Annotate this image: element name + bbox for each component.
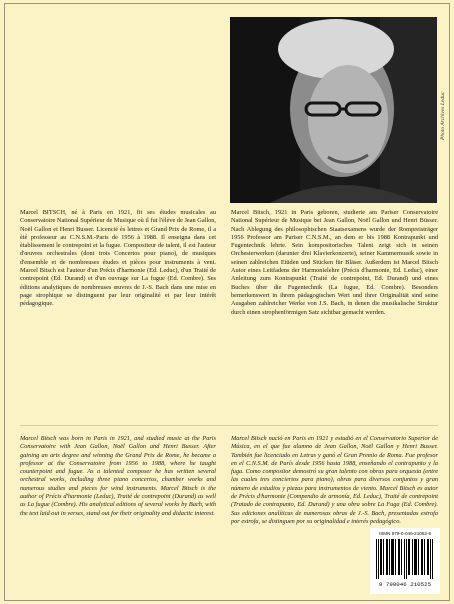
biography-german: Marcel Bitsch, 1921 in Paris geboren, studierte am Pariser Conservatoire National Supérieur de Musique bei Jean Gallon, Noël Gallon und Henri Büsser. Nach Ablegung des philosophischen Staatsexamens wurde der Rompreisträger 1956 Professor am Pariser C.N.S.M., an dem er bis 1988 Kontrapunkt und Fugentechnik lehrte. Sein kompositorisches Talent zeigt sich in seinen Orchesterwerken (darunter drei Klavierkonzerte), seiner Kammermusik sowie in seinen zahlreichen Etüden und Stücken für Bläser. Außerdem ist Marcel Bitsch Autor eines Leitfadens der Harmonielehre (Précis d'harmonie, Ed. Leduc), einer Anleitung zum Kontrapunkt (Traité de contrepoint, Ed. Durand) und eines Buches über die Fugentechnik (La fugue, Ed. Combre). Besonders bemerkenswert in ihrem pädagogischen Wert und ihrer Originalität sind seine Ausgaben zahlreicher Werke von J.S. Bach, in denen die musikalische Struktur durch einen strophenförmigen Satz sichtbar gemacht werden.	[231, 209, 438, 316]
photo-credit: Photo Archives Leduc	[440, 91, 446, 140]
barcode-number: 9 790046 210525	[378, 581, 432, 588]
barcode-icon	[375, 539, 435, 579]
biography-spanish: Marcel Bitsch nació en Paris en 1921 y estudió en el Conservatorio Superior de Música, en el que fue alumno de Jean Gallon, Noël Gallon y Henri Busser. También fue licenciado en Letras y ganó el Gran Premio de Roma. Fue profesor en el C.N.S.M. de París desde 1956 hasta 1988, enseñando el contrapunto y la fuga. Como compositor demostró su gran talento con obras para orquesta (entre las cuales tres conciertos para piano), obras para diversos conjuntos y gran número de estudios y piezas para instrumentos de viento. Marcel Bitsch es autor de Précis d'harmonie (Compendio de armonía, Ed. Leduc), Traité de contrepoint (Tratado de contrapunto, Ed. Durand) y una obra sobre La Fuga (Ed. Combre). Sus ediciones analíticas de numerosas obras de J.-S. Bach, presentadas estrofa por estrofa, se distinguen por su originalidad e interés pedagógico.	[231, 435, 438, 525]
portrait-photo	[230, 17, 437, 203]
isbn-text: ISMN 979-0-046-21052-5	[378, 531, 432, 536]
biography-english: Marcel Bitsch was born in Paris in 1921, and studied music at the Paris Conservatoire with Jean Gallon, Noël Gallon and Henri Busser. After gaining an arts degree and winning the Grand Prix de Rome, he became a professor at the Conservatoire from 1956 to 1988, where he taught counterpoint and fugue. As a talented composer he has written several orchestral works, including three piano concertos, chamber works and numerous studies and pieces for wind instruments. Marcel Bitsch is the author of Précis d'harmonie (Leduc), Traité de contrepoint (Durand) as well as La fugue (Combre). His analytical editions of several works by Bach, with the text laid out in verses, stand out for their originality and didactic interest.	[20, 435, 216, 517]
biography-french: Marcel BITSCH, né à Paris en 1921, fit ses études musicales au Conservatoire National Supérieur de Musique où il fut l'élève de Jean Gallon, Noël Gallon et Henri Busser. Licencié ès lettres et Grand Prix de Rome, il a été professeur au C.N.S.M.-Paris de 1956 à 1988. Il enseigna dans cet établissement le contrepoint et la fugue. Compositeur de talent, il est l'auteur d'œuvres orchestrales (dont trois Concertos pour piano), de musiques d'ensemble et de nombreuses études et pièces pour instruments à vent. Marcel Bitsch est l'auteur d'un Précis d'harmonie (Ed. Leduc), d'un Traité de contrepoint (Ed. Durand) et d'un ouvrage sur La fugue (Ed. Combre). Ses éditions analytiques de nombreuses œuvres de J.-S. Bach dans une mise en page strophique se distinguent par leur originalité et par leur intérêt pédagogique.	[20, 209, 216, 308]
barcode-label	[370, 528, 440, 594]
section-divider	[20, 425, 438, 426]
